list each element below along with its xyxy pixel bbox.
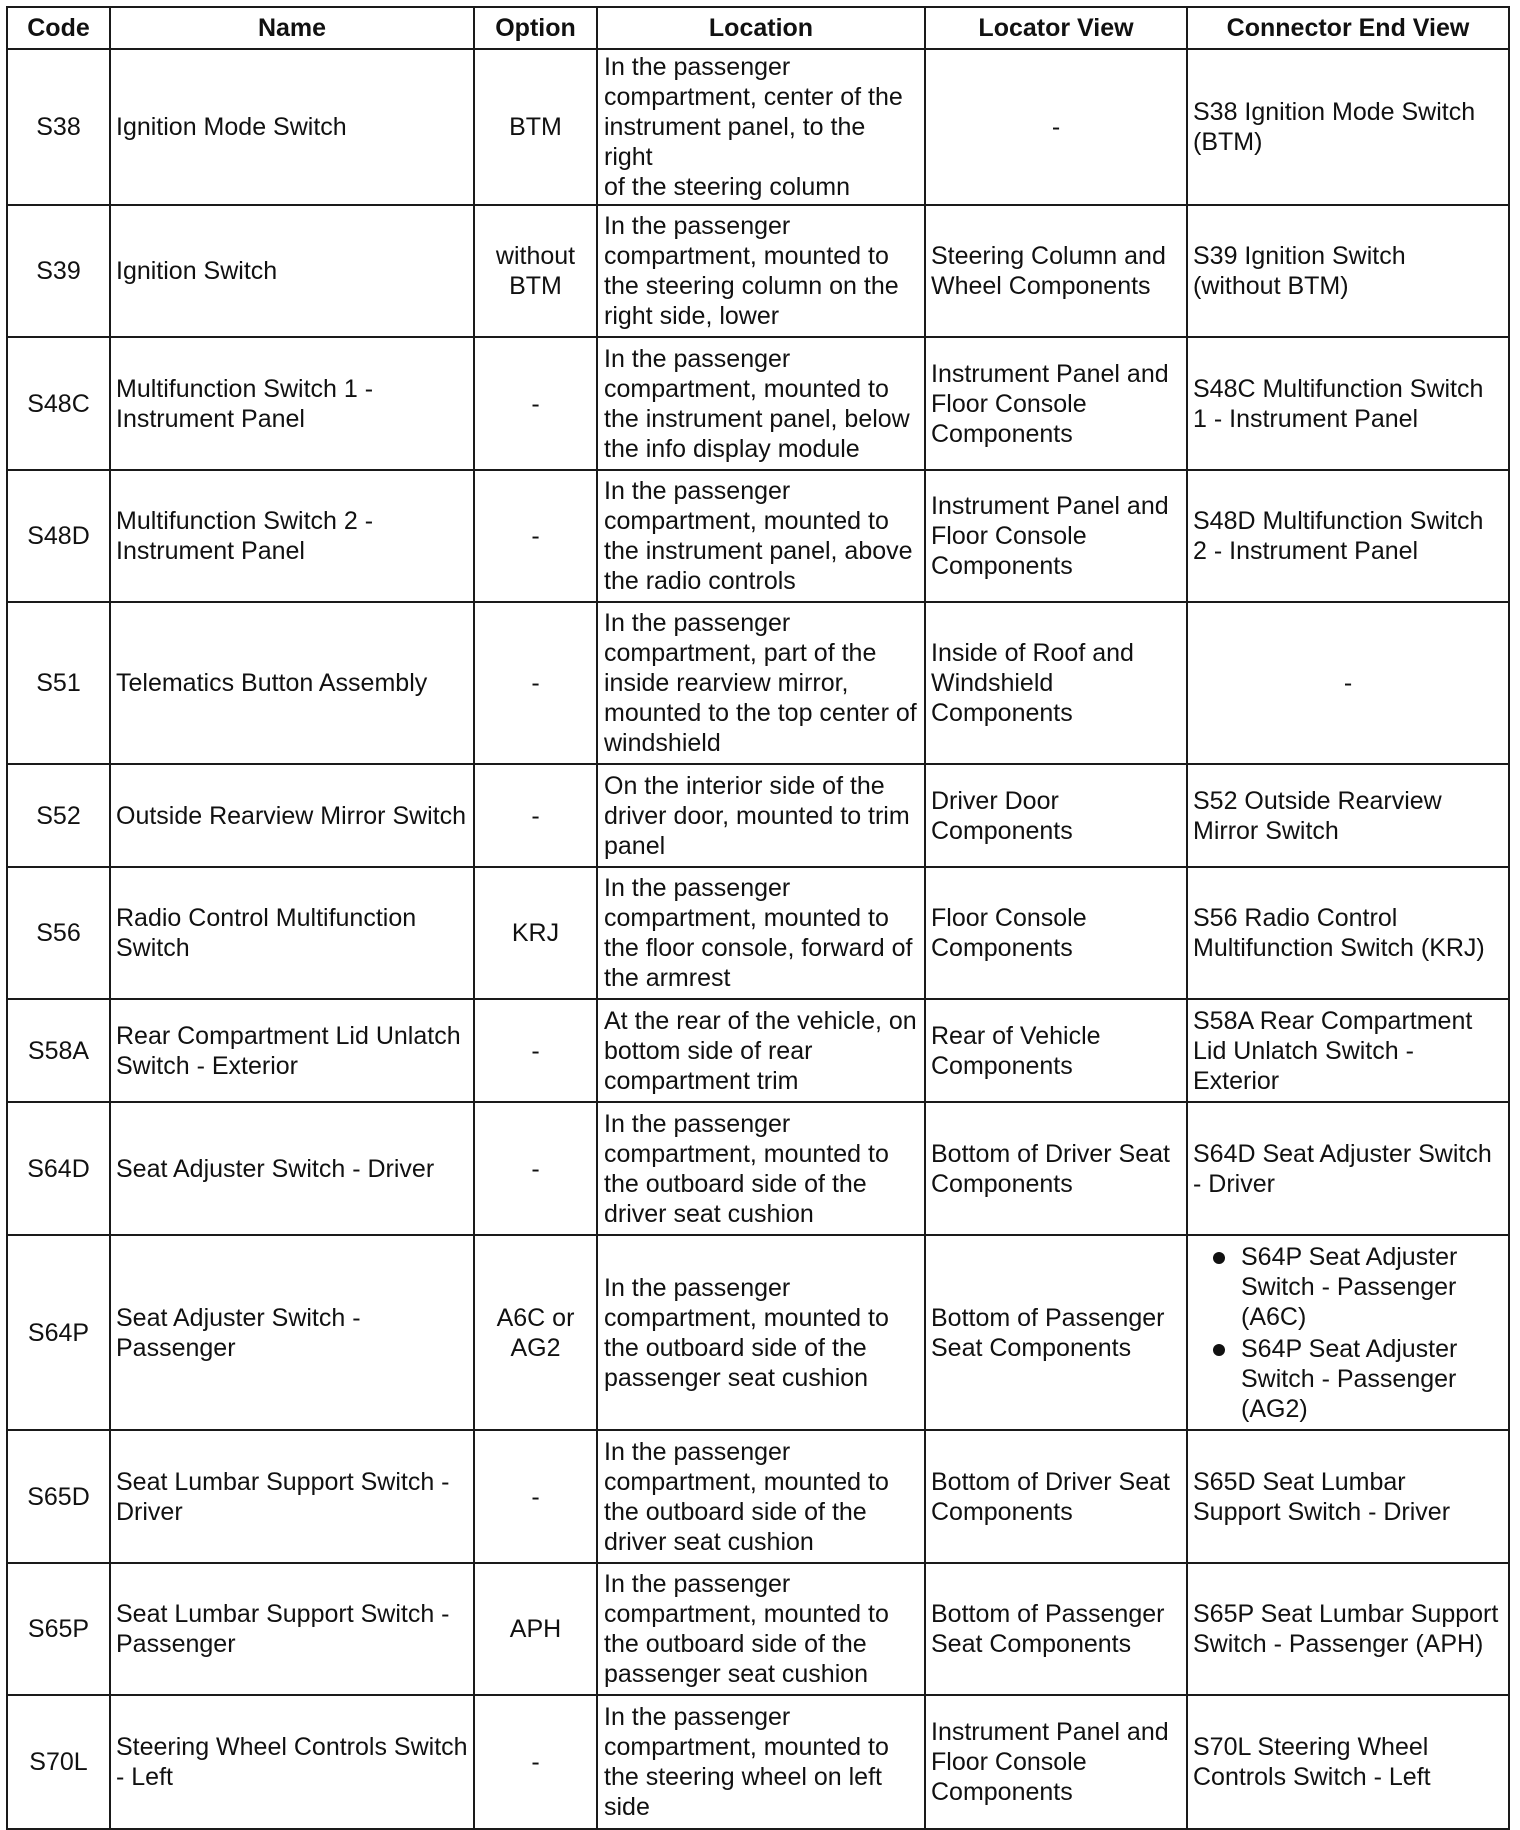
cell-location: In the passenger compartment, center of the instrument panel, to the right of the steering column xyxy=(597,49,925,205)
cell-option: - xyxy=(474,602,597,764)
cell-name: Seat Lumbar Support Switch - Passenger xyxy=(110,1563,474,1695)
table-row xyxy=(7,49,1509,205)
cell-connector-end-view: S56 Radio Control Multifunction Switch (KRJ) xyxy=(1187,867,1509,999)
header-name: Name xyxy=(110,7,474,49)
cell-connector-end-view: S64D Seat Adjuster Switch - Driver xyxy=(1187,1102,1509,1235)
bullet-icon xyxy=(1213,1344,1225,1356)
cell-code: S65P xyxy=(7,1563,110,1695)
list-item xyxy=(1193,1242,1503,1332)
cell-locator-view: Bottom of Passenger Seat Components xyxy=(925,1563,1187,1695)
table-row xyxy=(7,205,1509,337)
cell-code: S70L xyxy=(7,1695,110,1829)
table-row xyxy=(7,867,1509,999)
table-row xyxy=(7,337,1509,470)
cell-location: In the passenger compartment, mounted to the instrument panel, above the radio controls xyxy=(597,470,925,602)
cell-location: In the passenger compartment, mounted to the outboard side of the passenger seat cushion xyxy=(597,1563,925,1695)
header-location: Location xyxy=(597,7,925,49)
cell-code: S51 xyxy=(7,602,110,764)
cell-locator-view: Steering Column and Wheel Components xyxy=(925,205,1187,337)
cell-option: - xyxy=(474,1102,597,1235)
cell-location: In the passenger compartment, part of the inside rearview mirror, mounted to the top center of windshield xyxy=(597,602,925,764)
cell-option: without BTM xyxy=(474,205,597,337)
table-row xyxy=(7,999,1509,1102)
cell-locator-view: - xyxy=(925,49,1187,205)
table-row xyxy=(7,1102,1509,1235)
cell-locator-view: Bottom of Driver Seat Components xyxy=(925,1430,1187,1563)
cell-code: S39 xyxy=(7,205,110,337)
cell-name: Seat Adjuster Switch - Passenger xyxy=(110,1235,474,1430)
cell-connector-end-view: S38 Ignition Mode Switch (BTM) xyxy=(1187,49,1509,205)
cell-name: Ignition Switch xyxy=(110,205,474,337)
cell-code: S56 xyxy=(7,867,110,999)
cell-name: Rear Compartment Lid Unlatch Switch - Exterior xyxy=(110,999,474,1102)
cell-location: On the interior side of the driver door, mounted to trim panel xyxy=(597,764,925,867)
cell-name: Ignition Mode Switch xyxy=(110,49,474,205)
component-locator-table xyxy=(6,6,1510,1830)
cell-option: - xyxy=(474,470,597,602)
cell-location: In the passenger compartment, mounted to the instrument panel, below the info display module xyxy=(597,337,925,470)
table-body xyxy=(7,49,1509,1829)
cell-option: - xyxy=(474,1695,597,1829)
cell-locator-view: Instrument Panel and Floor Console Components xyxy=(925,337,1187,470)
cell-location: In the passenger compartment, mounted to the steering column on the right side, lower xyxy=(597,205,925,337)
cell-name: Telematics Button Assembly xyxy=(110,602,474,764)
cell-location: At the rear of the vehicle, on bottom side of rear compartment trim xyxy=(597,999,925,1102)
cell-code: S64P xyxy=(7,1235,110,1430)
cell-option: APH xyxy=(474,1563,597,1695)
cell-option: KRJ xyxy=(474,867,597,999)
header-connector-end-view: Connector End View xyxy=(1187,7,1509,49)
cell-connector-end-view xyxy=(1187,1235,1509,1430)
cell-code: S58A xyxy=(7,999,110,1102)
cell-locator-view: Instrument Panel and Floor Console Components xyxy=(925,1695,1187,1829)
cell-code: S38 xyxy=(7,49,110,205)
cell-location: In the passenger compartment, mounted to the floor console, forward of the armrest xyxy=(597,867,925,999)
connector-end-view-list xyxy=(1193,1242,1503,1424)
list-item-text: S64P Seat Adjuster Switch - Passenger (A6C) xyxy=(1241,1242,1458,1331)
cell-connector-end-view: S65D Seat Lumbar Support Switch - Driver xyxy=(1187,1430,1509,1563)
table-row xyxy=(7,470,1509,602)
table-row xyxy=(7,602,1509,764)
cell-locator-view: Bottom of Passenger Seat Components xyxy=(925,1235,1187,1430)
cell-option: A6C or AG2 xyxy=(474,1235,597,1430)
cell-name: Multifunction Switch 2 - Instrument Panel xyxy=(110,470,474,602)
component-locator-sheet xyxy=(6,6,1508,1830)
header-locator-view: Locator View xyxy=(925,7,1187,49)
header-option: Option xyxy=(474,7,597,49)
cell-name: Multifunction Switch 1 - Instrument Panel xyxy=(110,337,474,470)
cell-locator-view: Inside of Roof and Windshield Components xyxy=(925,602,1187,764)
cell-location: In the passenger compartment, mounted to the outboard side of the passenger seat cushion xyxy=(597,1235,925,1430)
cell-name: Steering Wheel Controls Switch - Left xyxy=(110,1695,474,1829)
cell-location: In the passenger compartment, mounted to the steering wheel on left side xyxy=(597,1695,925,1829)
cell-option: - xyxy=(474,764,597,867)
cell-code: S64D xyxy=(7,1102,110,1235)
cell-location: In the passenger compartment, mounted to the outboard side of the driver seat cushion xyxy=(597,1430,925,1563)
table-row xyxy=(7,1430,1509,1563)
list-item xyxy=(1193,1334,1503,1424)
cell-connector-end-view: S65P Seat Lumbar Support Switch - Passenger (APH) xyxy=(1187,1563,1509,1695)
cell-code: S48C xyxy=(7,337,110,470)
table-row xyxy=(7,764,1509,867)
header-row xyxy=(7,7,1509,49)
cell-option: - xyxy=(474,999,597,1102)
cell-connector-end-view: S70L Steering Wheel Controls Switch - Left xyxy=(1187,1695,1509,1829)
cell-option: - xyxy=(474,337,597,470)
cell-location: In the passenger compartment, mounted to the outboard side of the driver seat cushion xyxy=(597,1102,925,1235)
cell-name: Outside Rearview Mirror Switch xyxy=(110,764,474,867)
cell-locator-view: Floor Console Components xyxy=(925,867,1187,999)
cell-connector-end-view: - xyxy=(1187,602,1509,764)
cell-name: Seat Lumbar Support Switch - Driver xyxy=(110,1430,474,1563)
cell-code: S65D xyxy=(7,1430,110,1563)
cell-code: S52 xyxy=(7,764,110,867)
cell-name: Radio Control Multifunction Switch xyxy=(110,867,474,999)
table-row xyxy=(7,1563,1509,1695)
table-row xyxy=(7,1235,1509,1430)
cell-code: S48D xyxy=(7,470,110,602)
cell-connector-end-view: S48C Multifunction Switch 1 - Instrument Panel xyxy=(1187,337,1509,470)
cell-locator-view: Driver Door Components xyxy=(925,764,1187,867)
cell-locator-view: Instrument Panel and Floor Console Components xyxy=(925,470,1187,602)
cell-connector-end-view: S58A Rear Compartment Lid Unlatch Switch - Exterior xyxy=(1187,999,1509,1102)
table-header xyxy=(7,7,1509,49)
cell-name: Seat Adjuster Switch - Driver xyxy=(110,1102,474,1235)
cell-connector-end-view: S39 Ignition Switch (without BTM) xyxy=(1187,205,1509,337)
cell-connector-end-view: S48D Multifunction Switch 2 - Instrument Panel xyxy=(1187,470,1509,602)
cell-locator-view: Rear of Vehicle Components xyxy=(925,999,1187,1102)
cell-option: BTM xyxy=(474,49,597,205)
cell-locator-view: Bottom of Driver Seat Components xyxy=(925,1102,1187,1235)
list-item-text: S64P Seat Adjuster Switch - Passenger (AG2) xyxy=(1241,1334,1458,1423)
cell-option: - xyxy=(474,1430,597,1563)
bullet-icon xyxy=(1213,1252,1225,1264)
cell-connector-end-view: S52 Outside Rearview Mirror Switch xyxy=(1187,764,1509,867)
header-code: Code xyxy=(7,7,110,49)
table-row xyxy=(7,1695,1509,1829)
